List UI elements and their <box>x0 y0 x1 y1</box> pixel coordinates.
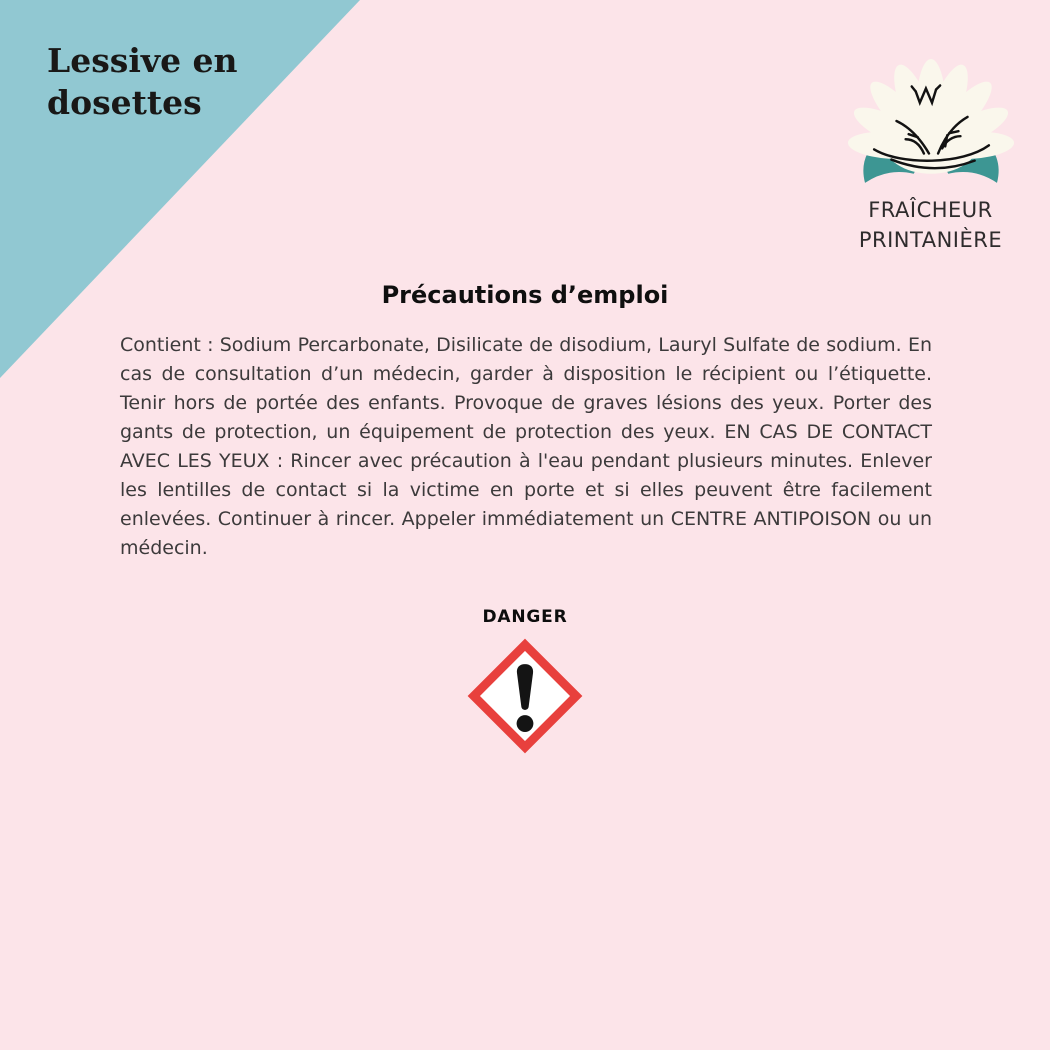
danger-signal-word: DANGER <box>482 607 568 627</box>
precautions-body-text: Contient : Sodium Percarbonate, Disilicate de disodium, Lauryl Sulfate de sodium. En cas de consultation d’un médecin, garder à disposition le récipient ou l’étiquette. Tenir hors de portée des enfants. Provoque de graves lésions des yeux. Porter des gants de protection, un équipement de protection des yeux. EN CAS DE CONTACT AVEC LES YEUX : Rincer avec précaution à l'eau pendant plusieurs minutes. Enlever les lentilles de contact si la victime en porte et si elles peuvent être facilement enlevées. Continuer à rincer. Appeler immédiatement un CENTRE ANTIPOISON ou un médecin. <box>120 334 932 559</box>
brand-name-line2: PRINTANIÈRE <box>858 228 1003 253</box>
brand-logo-block <box>828 55 1033 256</box>
brand-name-line1: FRAÎCHEUR <box>868 198 993 222</box>
precautions-heading: Précautions d’emploi <box>381 281 669 309</box>
product-title: Lessive en dosettes <box>47 41 238 122</box>
lotus-flower-icon <box>843 55 1019 189</box>
ghs07-exclamation-mark-icon <box>467 638 583 754</box>
brand-name <box>828 195 1033 256</box>
